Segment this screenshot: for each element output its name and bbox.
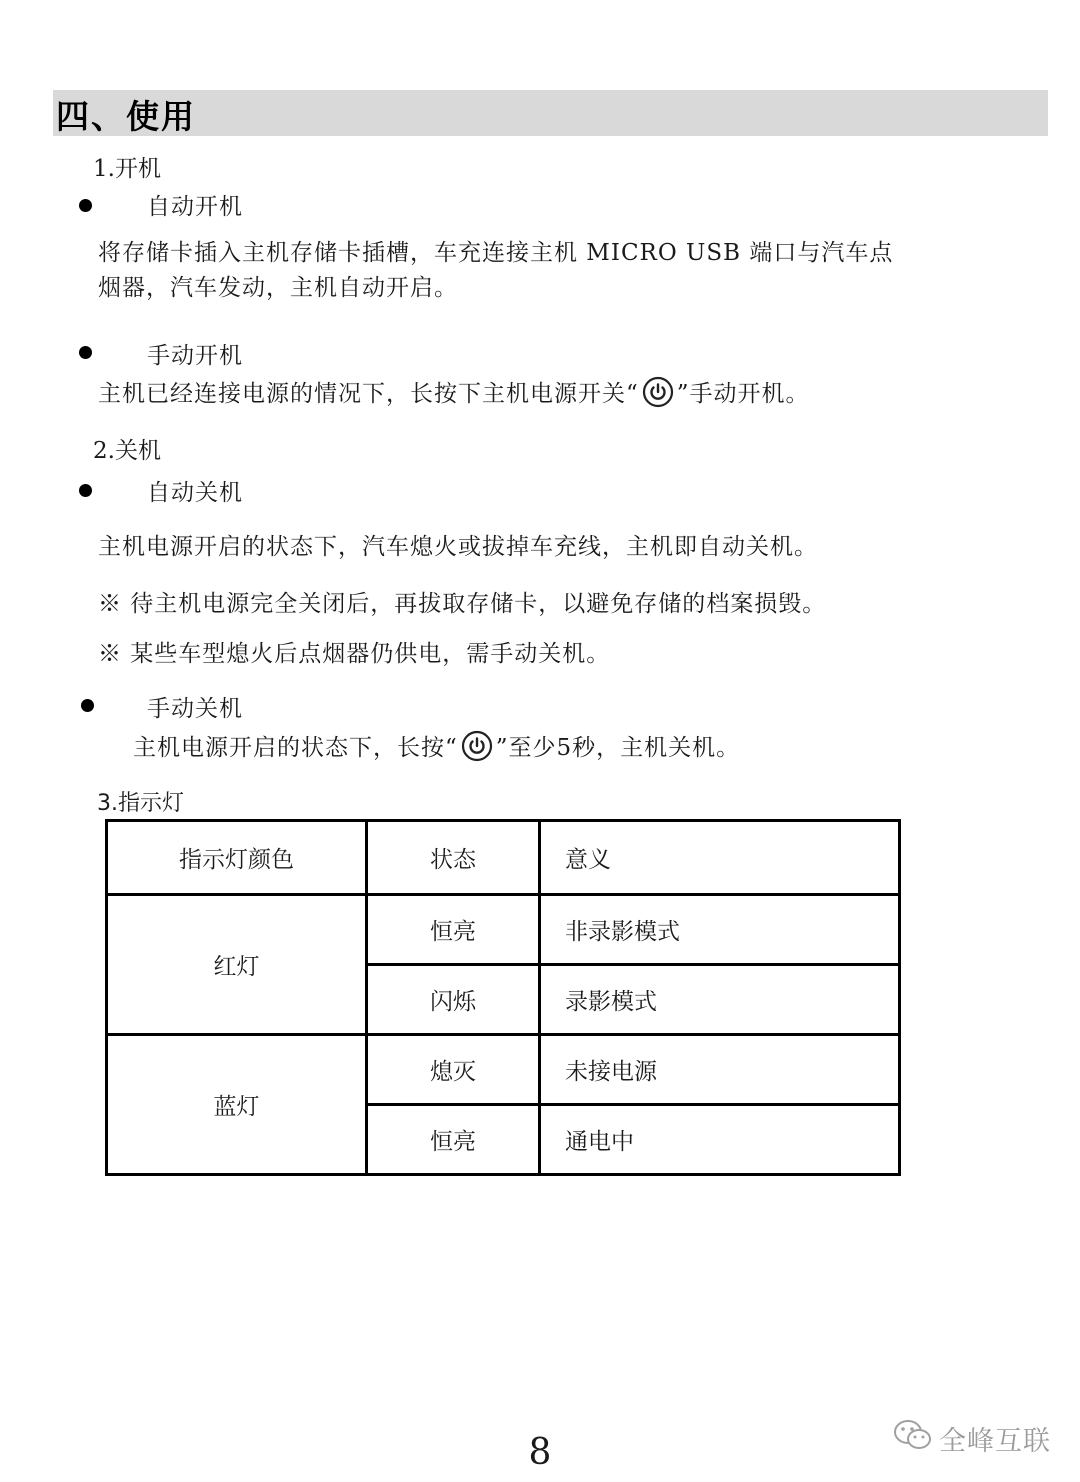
table-cell-meaning: 未接电源 <box>540 1035 900 1105</box>
manual-power-on-title: 手动开机 <box>147 343 243 369</box>
auto-power-on-text-line2: 烟器，汽车发动，主机自动开启。 <box>98 275 458 301</box>
bullet-icon <box>79 346 92 359</box>
power-off-note-2: ※ 某些车型熄火后点烟器仍供电，需手动关机。 <box>98 641 611 667</box>
table-cell-meaning: 通电中 <box>540 1105 900 1175</box>
manual-power-off-title: 手动关机 <box>147 696 243 722</box>
table-cell-meaning: 录影模式 <box>540 965 900 1035</box>
page-number: 8 <box>528 1432 552 1473</box>
table-row <box>107 1035 900 1105</box>
indicator-table <box>105 819 901 1176</box>
wechat-icon <box>893 1418 933 1459</box>
bullet-icon <box>79 199 92 212</box>
section-header-bar <box>53 90 1048 136</box>
blue-light-label: 蓝灯 <box>107 1035 367 1175</box>
power-off-note-1: ※ 待主机电源完全关闭后，再拔取存储卡，以避免存储的档案损毁。 <box>98 591 827 617</box>
table-row <box>107 895 900 965</box>
manual-power-on-text-before: 主机已经连接电源的情况下，长按下主机电源开关“ <box>98 381 639 407</box>
manual-power-off-text-after: ”至少5秒，主机关机。 <box>495 735 741 761</box>
bullet-icon <box>81 699 94 712</box>
table-cell-meaning: 非录影模式 <box>540 895 900 965</box>
watermark <box>893 1418 1051 1459</box>
auto-power-on-text-line1: 将存储卡插入主机存储卡插槽，车充连接主机 MICRO USB 端口与汽车点 <box>98 240 894 266</box>
table-cell-state: 恒亮 <box>367 1105 540 1175</box>
manual-power-off-text <box>133 729 740 768</box>
power-icon <box>461 730 493 768</box>
manual-power-off-text-before: 主机电源开启的状态下，长按“ <box>133 735 458 761</box>
power-icon <box>642 376 674 414</box>
section-title: 四、使用 <box>56 97 196 136</box>
watermark-text: 全峰互联 <box>939 1426 1051 1457</box>
auto-power-on-title: 自动开机 <box>147 194 243 220</box>
header-meaning: 意义 <box>540 821 900 895</box>
table-cell-state: 恒亮 <box>367 895 540 965</box>
header-state: 状态 <box>367 821 540 895</box>
manual-power-on-text-after: ”手动开机。 <box>676 381 810 407</box>
power-on-heading: 1.开机 <box>93 156 161 182</box>
bullet-icon <box>79 484 92 497</box>
table-cell-state: 闪烁 <box>367 965 540 1035</box>
manual-power-on-text <box>98 375 810 414</box>
table-cell-state: 熄灭 <box>367 1035 540 1105</box>
red-light-label: 红灯 <box>107 895 367 1035</box>
indicator-heading: 3.指示灯 <box>97 791 184 816</box>
table-header-row <box>107 821 900 895</box>
auto-power-off-text: 主机电源开启的状态下，汽车熄火或拔掉车充线，主机即自动关机。 <box>98 534 818 560</box>
auto-power-off-title: 自动关机 <box>147 480 243 506</box>
power-off-heading: 2.关机 <box>93 438 161 464</box>
header-color: 指示灯颜色 <box>107 821 367 895</box>
